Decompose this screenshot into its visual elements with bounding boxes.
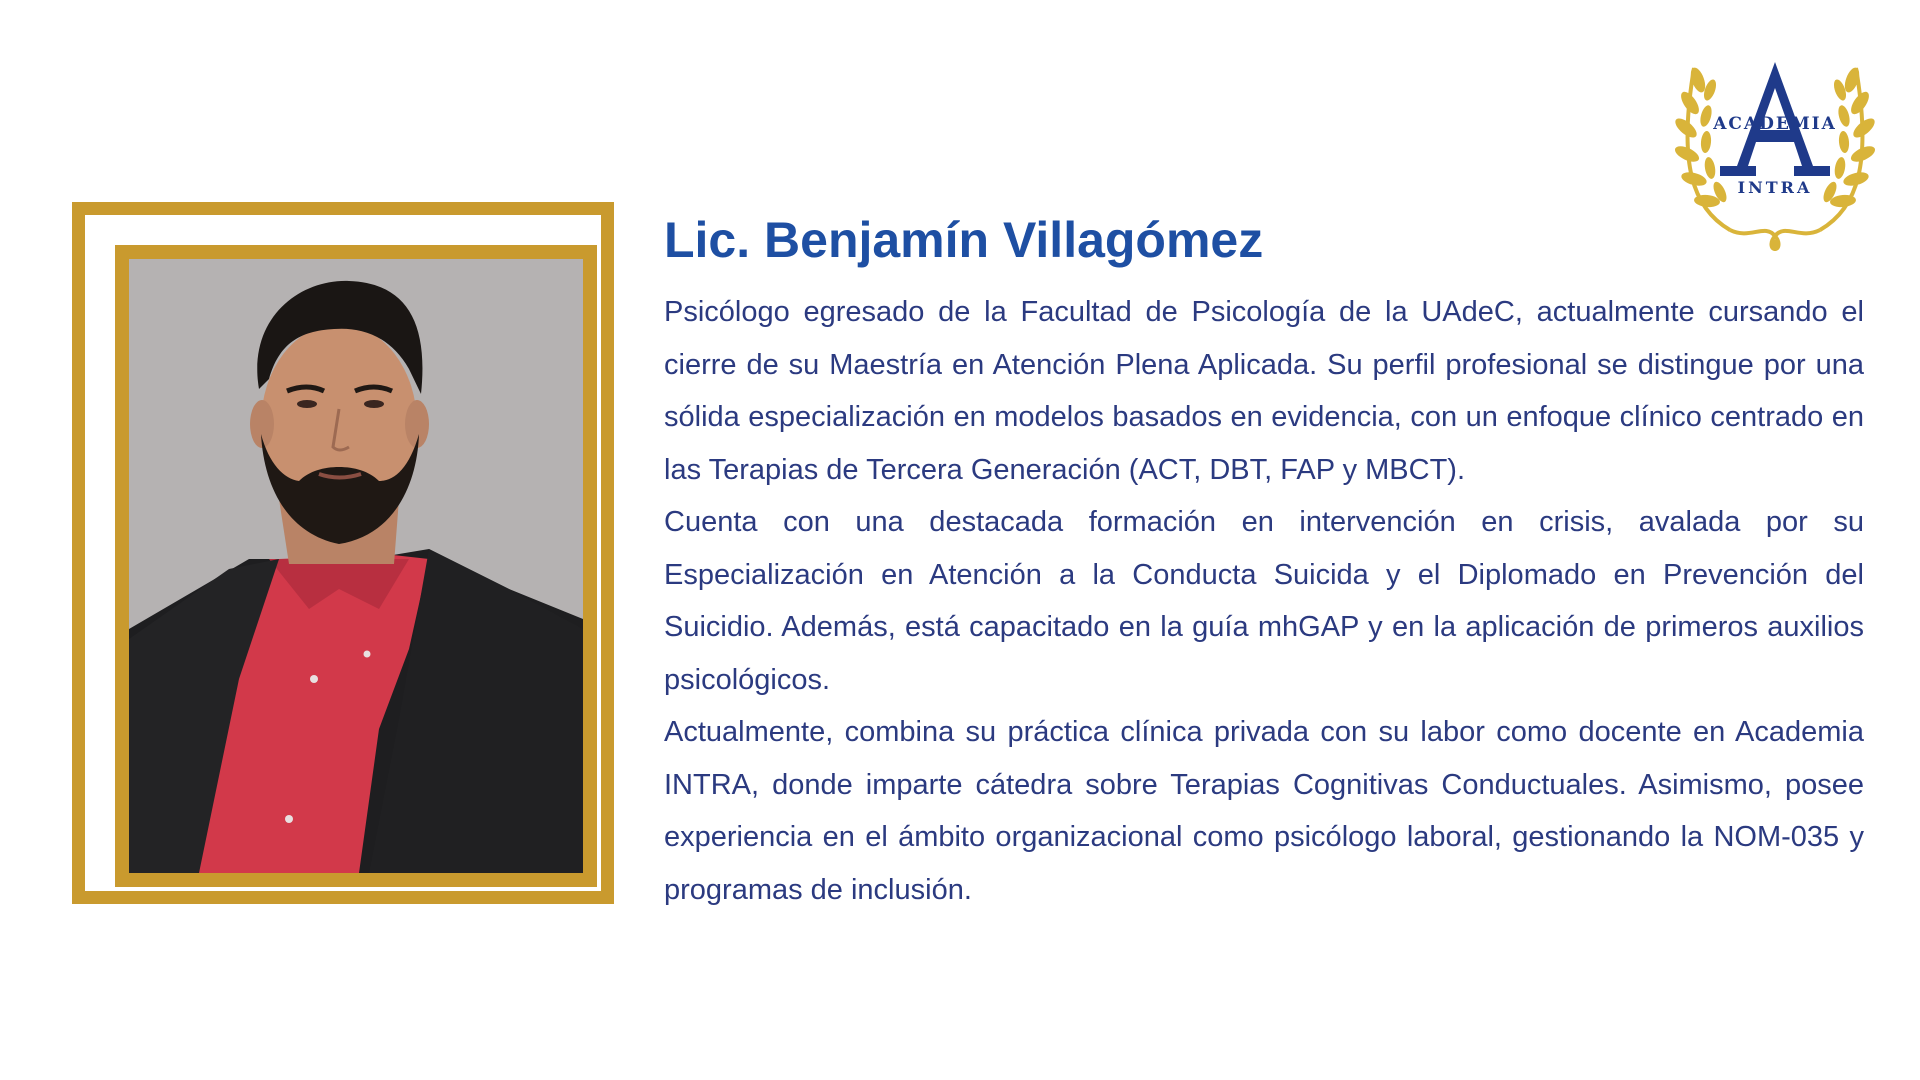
bio-paragraph-3: Actualmente, combina su práctica clínica privada con su labor como docente en Academia INTRA, donde imparte cátedra sobre Terapias Cognitivas Conductuales. Asimismo, posee experiencia en el ámbito organizacional como psicólogo laboral, gestionando la NOM-035 y programas de inclusión. xyxy=(664,716,1864,906)
logo-word-intra: INTRA xyxy=(1737,178,1813,197)
portrait-photo xyxy=(129,259,583,873)
profile-name: Lic. Benjamín Villagómez xyxy=(664,212,1264,268)
logo-word-academia: ACADEMIA xyxy=(1713,114,1837,134)
portrait-frame xyxy=(72,202,614,904)
bio-paragraph-2: Cuenta con una destacada formación en intervención en crisis, avalada por su Especialización en Atención a la Conducta Suicida y el Diplomado en Prevención del Suicidio. Además, está capacitado en la guía mhGAP y en la aplicación de primeros auxilios psicológicos. xyxy=(664,506,1864,696)
bio-paragraph-1: Psicólogo egresado de la Facultad de Psicología de la UAdeC, actualmente cursando el cierre de su Maestría en Atención Plena Aplicada. Su perfil profesional se distingue por una sólida especialización en modelos basados en evidencia, con un enfoque clínico centrado en las Terapias de Tercera Generación (ACT, DBT, FAP y MBCT). xyxy=(664,296,1864,486)
profile-bio xyxy=(664,286,1864,916)
portrait-inner-frame xyxy=(115,245,597,887)
